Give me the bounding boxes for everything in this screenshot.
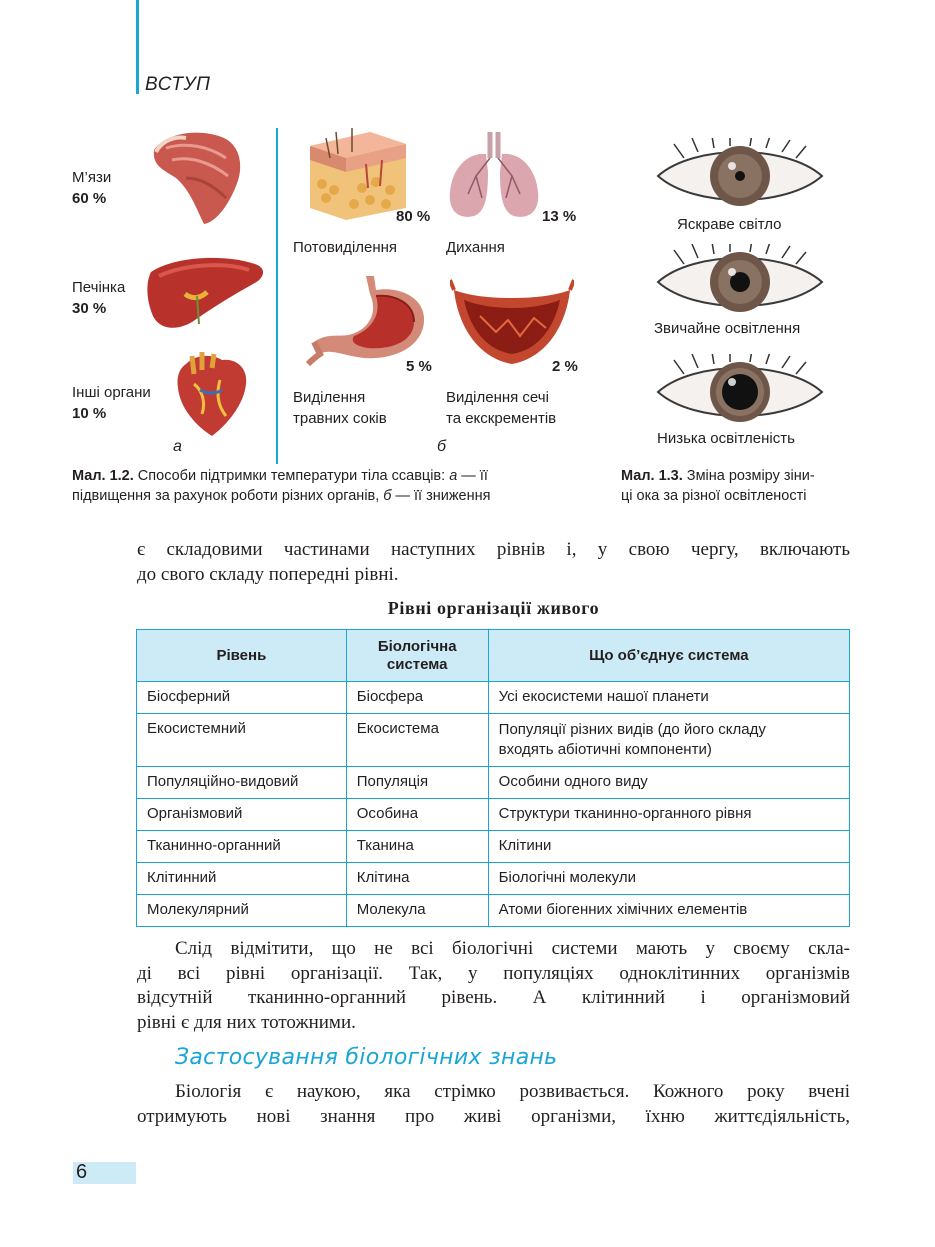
header-unites: Що об’єднує система	[488, 630, 849, 682]
cell-system: Тканина	[346, 831, 488, 863]
stomach-illustration	[304, 272, 432, 366]
caption-letter-a: а	[449, 468, 458, 484]
caption-letter-b: б	[383, 488, 392, 504]
label-muscles: М’язи	[72, 169, 112, 186]
paragraph-applications	[137, 1080, 850, 1129]
table-row	[137, 767, 850, 799]
paragraph-line: є складовими частинами наступних рівнів і, у свою чергу, включають	[137, 539, 850, 560]
percent-muscles: 60 %	[72, 190, 107, 207]
eye-normal-light	[654, 244, 826, 320]
cell-unites	[488, 714, 849, 767]
caption-text: — її	[457, 468, 488, 484]
cell-unites: Усі екосистеми нашої планети	[488, 682, 849, 714]
percent-liver: 30 %	[72, 300, 107, 317]
caption-text: підвищення за рахунок роботи різних органів,	[72, 488, 384, 504]
paragraph-line: до свого складу попередні рівні.	[137, 563, 399, 585]
table-row	[137, 831, 850, 863]
panel-letter-b: б	[437, 438, 446, 455]
paragraph-line: отримують нові знання про живі організми, їхню життєдіяльність,	[137, 1105, 850, 1127]
cell-system: Популяція	[346, 767, 488, 799]
header-system-line1: Біологічна	[377, 637, 457, 655]
caption-number: Мал. 1.3.	[621, 468, 683, 484]
cell-unites: Особини одного виду	[488, 767, 849, 799]
percent-sweating: 80 %	[396, 208, 431, 225]
label-bright-light: Яскраве світло	[677, 216, 782, 233]
table-row	[137, 682, 850, 714]
section-title: ВСТУП	[145, 74, 211, 95]
label-urine-line1: Виділення сечі	[446, 389, 549, 406]
caption-text: — її зниження	[391, 488, 491, 504]
paragraph-line: відсутній тканинно-органний рівень. А клітинний і організмовий	[137, 987, 850, 1008]
label-normal-light: Звичайне освітлення	[654, 320, 801, 337]
figure-divider	[276, 128, 278, 464]
cell-unites: Атоми біогенних хімічних елементів	[488, 895, 849, 927]
cell-unites: Структури тканинно-органного рівня	[488, 799, 849, 831]
cell-unites: Біологічні молекули	[488, 863, 849, 895]
table-row	[137, 714, 850, 767]
table-row	[137, 799, 850, 831]
cell-level: Організмовий	[137, 799, 347, 831]
cell-system: Клітина	[346, 863, 488, 895]
levels-table	[136, 629, 850, 927]
paragraph-line: Біологія є наукою, яка стрімко розвивається. Кожного року вчені	[175, 1081, 850, 1102]
header-system	[346, 630, 488, 682]
cell-unites-line2: входять абіотичні компоненти)	[498, 741, 712, 758]
label-liver: Печінка	[72, 279, 126, 296]
header-accent-bar	[136, 0, 139, 94]
eye-bright-light	[654, 138, 826, 214]
cell-level: Біосферний	[137, 682, 347, 714]
percent-urine: 2 %	[552, 358, 578, 375]
percent-digestive-juices: 5 %	[406, 358, 432, 375]
bladder-illustration	[450, 276, 574, 368]
paragraph-line: рівні є для них тотожними.	[137, 1011, 356, 1033]
paragraph-line: Слід відмітити, що не всі біологічні системи мають у своєму скла-	[175, 938, 850, 959]
eye-low-light	[654, 354, 826, 430]
label-digestive-line1: Виділення	[293, 389, 366, 406]
skin-illustration	[306, 128, 410, 222]
label-urine-line2: та екскрементів	[446, 410, 557, 427]
label-sweating: Потовиділення	[293, 239, 398, 256]
cell-level: Молекулярний	[137, 895, 347, 927]
label-urine	[446, 387, 556, 429]
percent-other-organs: 10 %	[72, 405, 107, 422]
table-title: Рівні організації живого	[387, 598, 600, 618]
cell-level: Популяційно-видовий	[137, 767, 347, 799]
percent-breathing: 13 %	[542, 208, 577, 225]
table-row	[137, 863, 850, 895]
header-level: Рівень	[137, 630, 347, 682]
cell-level: Тканинно-органний	[137, 831, 347, 863]
label-low-light: Низька освітленість	[657, 430, 795, 447]
legend-muscles	[72, 167, 111, 209]
paragraph-note	[137, 937, 850, 1035]
liver-illustration	[145, 254, 267, 334]
table-row	[137, 895, 850, 927]
caption-number: Мал. 1.2.	[72, 468, 134, 484]
label-other-organs: Інші органи	[72, 384, 151, 401]
label-digestive-juices	[293, 387, 387, 429]
table-header-row	[137, 630, 850, 682]
cell-level: Клітинний	[137, 863, 347, 895]
heart-illustration	[172, 350, 252, 440]
cell-level: Екосистемний	[137, 714, 347, 767]
panel-letter-a: а	[173, 438, 182, 455]
header-system-line2: система	[386, 655, 448, 673]
caption-text: Зміна розміру зіни-	[682, 468, 815, 484]
legend-liver	[72, 277, 125, 319]
label-breathing: Дихання	[446, 239, 505, 256]
cell-system: Екосистема	[346, 714, 488, 767]
cell-unites: Клітини	[488, 831, 849, 863]
legend-other-organs	[72, 382, 151, 424]
cell-system: Біосфера	[346, 682, 488, 714]
cell-system: Молекула	[346, 895, 488, 927]
figure-1-3-caption	[621, 466, 861, 506]
paragraph-intro	[137, 538, 850, 587]
figure-1-2-caption	[72, 466, 592, 506]
page-number: 6	[76, 1161, 88, 1183]
caption-text: Способи підтримки температури тіла ссавців:	[133, 468, 450, 484]
cell-system: Особина	[346, 799, 488, 831]
cell-unites-line1: Популяції різних видів (до його складу	[498, 721, 766, 738]
label-digestive-line2: травних соків	[293, 410, 387, 427]
muscle-illustration	[146, 128, 246, 228]
subheading: Застосування біологічних знань	[175, 1045, 558, 1070]
paragraph-line: ді всі рівні організації. Так, у популяціях одноклітинних організмів	[137, 962, 850, 984]
lungs-illustration	[444, 128, 544, 222]
caption-text: ці ока за різної освітленості	[621, 488, 807, 504]
